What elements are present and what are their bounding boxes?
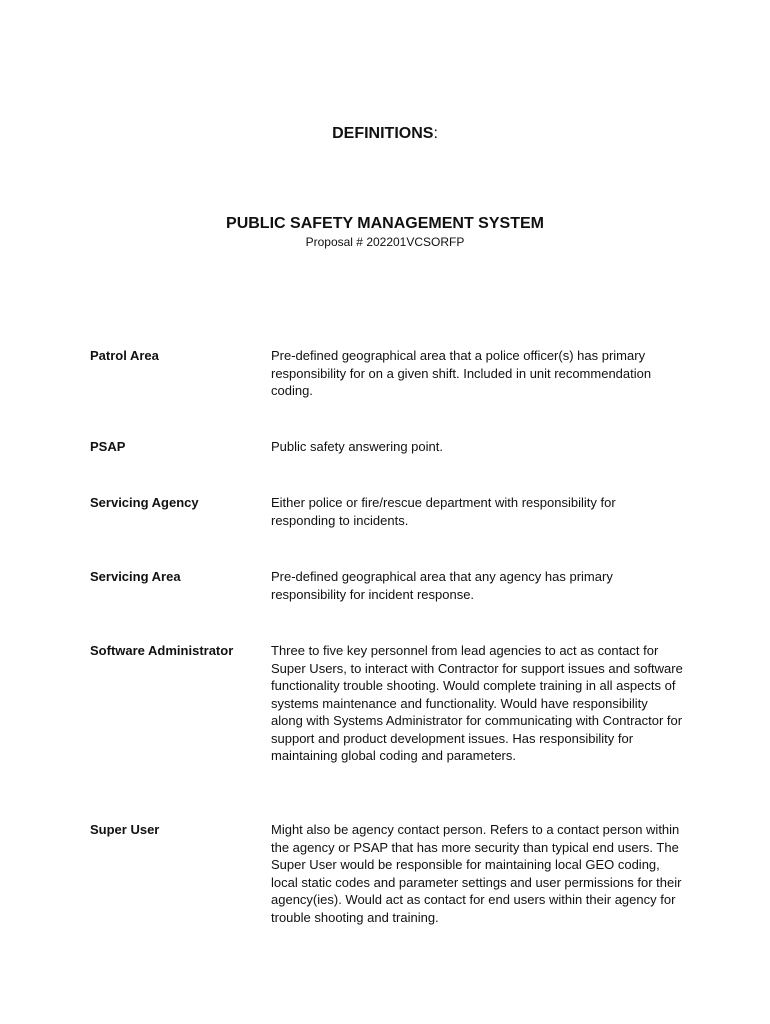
definition-term: PSAP: [90, 439, 126, 454]
definition-term: Super User: [90, 822, 160, 837]
definition-text: Pre-defined geographical area that a police officer(s) has primary responsibility for on a given shift. Included in unit recommendation coding.: [271, 348, 652, 398]
definitions-heading-text: DEFINITIONS: [332, 125, 434, 142]
definition-term: Patrol Area: [90, 348, 159, 363]
definition-text: Might also be agency contact person. Refers to a contact person within the agency or PSAP that has more security than typical end users. The Super User would be responsible for maintaining local GEO coding, local static codes and parameter settings and user permissions for their agency(ies). Would act as contact for end users within their agency for trouble shooting and training.: [271, 822, 682, 925]
definitions-heading: [0, 125, 770, 143]
definition-text: Three to five key personnel from lead agencies to act as contact for Super Users, to interact with Contractor for support issues and software functionality trouble shooting. Would complete training in all aspects of systems maintenance and functionality. Would have responsibility along with Systems Administrator for communicating with Contractor for support and product development issues. Has responsibility for maintaining global coding and parameters.: [271, 643, 683, 763]
definition-text: Public safety answering point.: [271, 439, 443, 454]
proposal-number: Proposal # 202201VCSORFP: [305, 235, 465, 249]
definition-term: Software Administrator: [90, 643, 234, 658]
definition-term: Servicing Area: [90, 569, 181, 584]
document-title: PUBLIC SAFETY MANAGEMENT SYSTEM: [226, 215, 544, 232]
definitions-heading-colon: :: [433, 125, 438, 142]
definition-text: Pre-defined geographical area that any agency has primary responsibility for incident response.: [271, 569, 613, 602]
definition-text: Either police or fire/rescue department with responsibility for responding to incidents.: [271, 495, 616, 528]
definition-term: Servicing Agency: [90, 495, 199, 510]
